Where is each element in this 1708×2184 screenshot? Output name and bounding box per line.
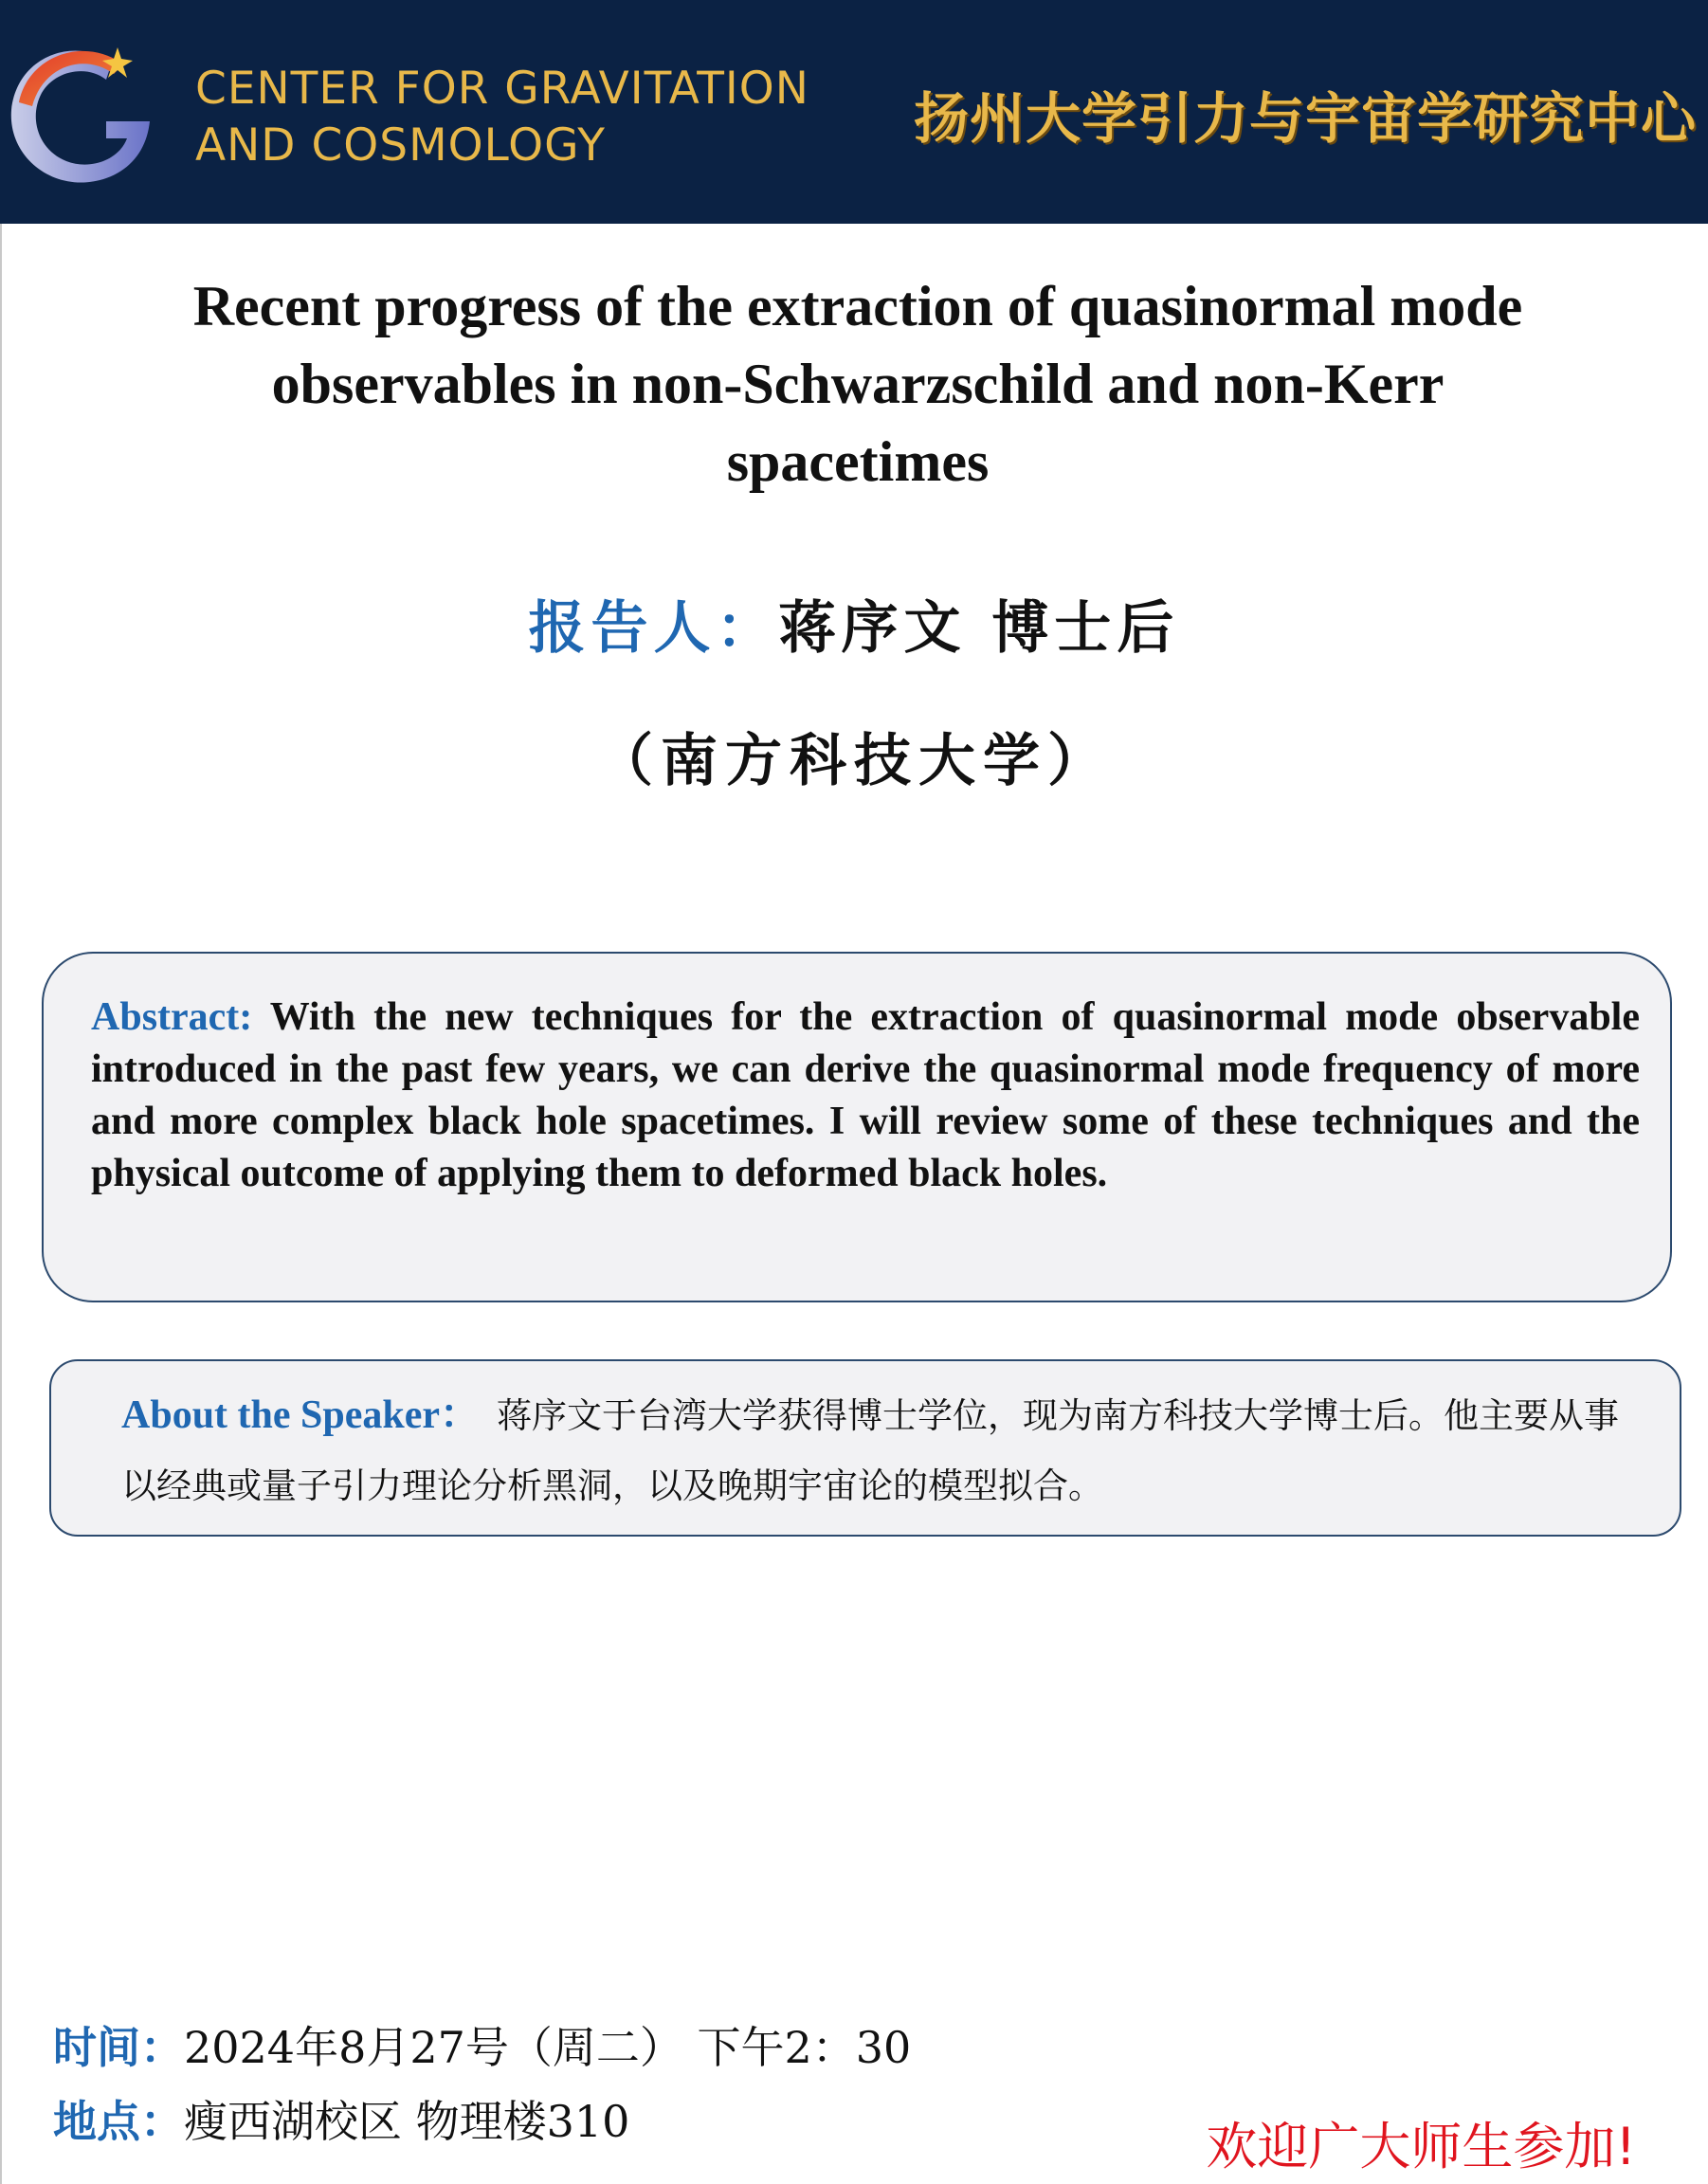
abstract-label: Abstract: [91, 995, 253, 1039]
abstract-box [42, 952, 1672, 1302]
speaker-affiliation: （南方科技大学） [596, 728, 1112, 794]
place-value: 瘦西湖校区 物理楼310 [184, 2096, 630, 2147]
time-value: 2024年8月27号（周二） 下午2：30 [184, 2022, 912, 2073]
title-line2: observables in non-Schwarzschild and non-Kerr [271, 353, 1445, 415]
about-speaker-body: 蒋序文于台湾大学获得博士学位，现为南方科技大学博士后。他主要从事以经典或量子引力理论分析黑洞，以及晚期宇宙论的模型拟合。 [121, 1395, 1620, 1506]
place-label: 地点： [53, 2096, 184, 2147]
center-name-line1: CENTER FOR GRAVITATION [195, 63, 809, 115]
speaker-name: 蒋序文 博士后 [778, 595, 1180, 662]
page-border-left [0, 224, 2, 2184]
header-banner [0, 0, 1708, 224]
title-line3: spacetimes [726, 430, 990, 493]
talk-title [57, 267, 1659, 500]
about-speaker-box [49, 1359, 1681, 1537]
center-name-line2: AND COSMOLOGY [195, 119, 606, 172]
abstract-body: With the new techniques for the extraction of quasinormal mode observable introduced in the past few years, we can derive the quasinormal mode frequency of more and more complex black hole spacetimes. I will review some of these techniques and the physical outcome of applying them to deformed black holes. [91, 995, 1640, 1195]
center-name-cn: 扬州大学引力与宇宙学研究中心 [913, 86, 1697, 151]
about-speaker-label: About the Speaker： [121, 1393, 481, 1437]
place-line [53, 2087, 629, 2150]
title-line1: Recent progress of the extraction of quasinormal mode [192, 275, 1523, 337]
time-line [53, 2013, 911, 2076]
speaker-label: 报告人： [528, 595, 779, 662]
abstract-text [91, 992, 1640, 1200]
about-speaker-text [121, 1380, 1642, 1521]
welcome-message: 欢迎广大师生参加! [1206, 2117, 1636, 2176]
orbit-g-logo-icon [0, 27, 161, 197]
time-label: 时间： [53, 2022, 184, 2073]
speaker-line [0, 583, 1708, 664]
center-name-en [195, 61, 809, 174]
